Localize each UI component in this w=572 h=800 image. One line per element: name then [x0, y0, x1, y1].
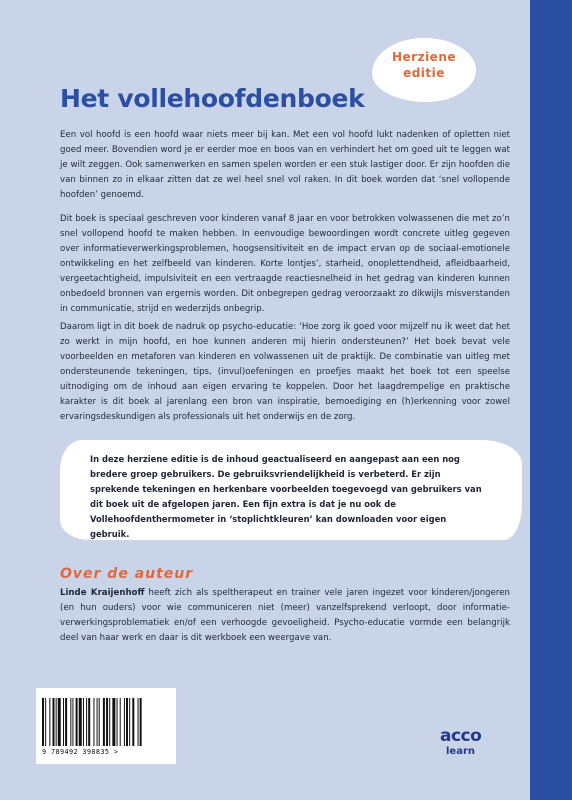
focus-paragraph: Daarom ligt in dit boek de nadruk op psycho-educatie: ‘Hoe zorg ik goed voor mijzelf nu ik weet dat het zo werkt in mijn hoofd, en hoe kunnen anderen mij hierin ondersteunen?’ Het boek bevat vele voorbeelden en metaforen van kinderen en volwassenen uit de praktijk. De combinatie van uitleg met ondersteunende tekeningen, tips, (invul)oefeningen en proefjes maakt het boek tot een speelse uitnodiging om de inhoud aan eigen ervaring te koppelen. Door het laagdrempelige en praktische karakter is dit boek al jarenlang een bron van inspiratie, bemoediging en (h)erkenning voor zowel ervaringsdeskundigen als professionals uit het onderwijs en de zorg. — [60, 322, 510, 422]
barcode-bar — [117, 698, 118, 746]
barcode-bar — [138, 698, 139, 746]
barcode-bar — [53, 698, 55, 746]
badge-line-1: Herziene — [391, 50, 457, 64]
book-title: Het vollehoofdenboek — [60, 84, 365, 113]
intro-paragraph: Een vol hoofd is een hoofd waar niets meer bij kan. Met een vol hoofd lukt nadenken of opletten niet goed meer. Bovendien word je er eerder moe en boos van en verhindert het om goed uit te leggen wat je wilt zeggen. Ook samenwerken en samen spelen worden er een stuk lastiger door. Er zijn hoofden die van binnen zo in elkaar zitten dat ze wel heel snel vol raken. In dit boek worden dat ‘snel vollopende hoofden’ genoemd. — [60, 130, 510, 200]
barcode-bars — [42, 698, 170, 746]
highlight-box — [60, 440, 522, 540]
barcode-bar — [76, 698, 78, 746]
barcode — [36, 688, 176, 764]
barcode-bar — [56, 698, 57, 746]
author-name: Linde Kraijenhoff — [60, 588, 145, 598]
publisher-logo-line-2: learn — [446, 746, 476, 757]
barcode-bar — [45, 698, 46, 746]
barcode-bar — [140, 698, 142, 746]
barcode-bar — [86, 698, 87, 746]
barcode-bar — [97, 698, 98, 746]
publisher-logo — [440, 726, 500, 766]
barcode-bar — [132, 698, 134, 746]
barcode-number: 9 789492 398835 > — [42, 748, 119, 756]
author-bio — [60, 586, 510, 646]
barcode-bar — [126, 698, 128, 746]
highlight-text: In deze herziene editie is de inhoud geactualiseerd en aangepast aan een nog bredere groep gebruikers. De gebruiksvriendelijkheid is verbeterd. Er zijn sprekende tekeningen en herkenbare voorbeelden toegevoegd van gebruikers van dit boek uit de afgelopen jaren. Een fijn extra is dat je nu ook de Vollehoofdenthermometer in ‘stoplichtkleuren’ kan downloaden voor eigen gebruik. — [90, 454, 482, 539]
barcode-bar — [99, 698, 100, 746]
barcode-bar — [42, 698, 44, 746]
barcode-bar — [106, 698, 108, 746]
publisher-logo-line-1: acco — [440, 726, 482, 746]
barcode-bar — [129, 698, 130, 746]
barcode-bar — [49, 698, 50, 746]
author-heading: Over de auteur — [60, 566, 194, 582]
barcode-bar — [65, 698, 67, 746]
barcode-bar — [112, 698, 115, 746]
book-spine — [530, 0, 572, 800]
barcode-bar — [72, 698, 73, 746]
barcode-bar — [63, 698, 64, 746]
barcode-bar — [79, 698, 82, 746]
badge-line-2: editie — [403, 66, 445, 80]
author-bio-text: heeft zich als speltherapeut en trainer vele jaren ingezet voor kinderen/jongeren (en hun ouders) voor wie communiceren niet (meer) vanzelfsprekend verloopt, door informatieverwerkingsproblematiek en/of een verhoogde gevoeligheid. Psycho-educatie vormde een belangrijk deel van haar werk en daar is dit werkboek een weergave van. — [60, 588, 510, 643]
barcode-bar — [88, 698, 90, 746]
barcode-bar — [109, 698, 110, 746]
barcode-bar — [70, 698, 71, 746]
barcode-bar — [83, 698, 84, 746]
edition-badge — [372, 38, 476, 102]
barcode-bar — [93, 698, 94, 746]
barcode-bar — [120, 698, 121, 746]
barcode-bar — [58, 698, 61, 746]
audience-paragraph: Dit boek is speciaal geschreven voor kinderen vanaf 8 jaar en voor betrokken volwassenen die met zo’n snel vollopend hoofd te maken hebben. In eenvoudige bewoordingen wordt concrete uitleg gegeven over informatieverwerkingsproblemen, hoogsensitiviteit en de impact ervan op de sociaal-emotionele ontwikkeling en het zelfbeeld van kinderen. Korte lontjes’, starheid, onoplettendheid, afleidbaarheid, vergeetachtigheid, impulsiviteit en een vertraagde reactiesnelheid in het gedrag van kinderen kunnen onbedoeld bronnen van ergernis worden. Dit onbegrepen gedrag veroorzaakt zo dikwijls misverstanden in communicatie, strijd en wederzijds onbegrip. — [60, 214, 510, 314]
barcode-bar — [103, 698, 105, 746]
barcode-bar — [124, 698, 125, 746]
